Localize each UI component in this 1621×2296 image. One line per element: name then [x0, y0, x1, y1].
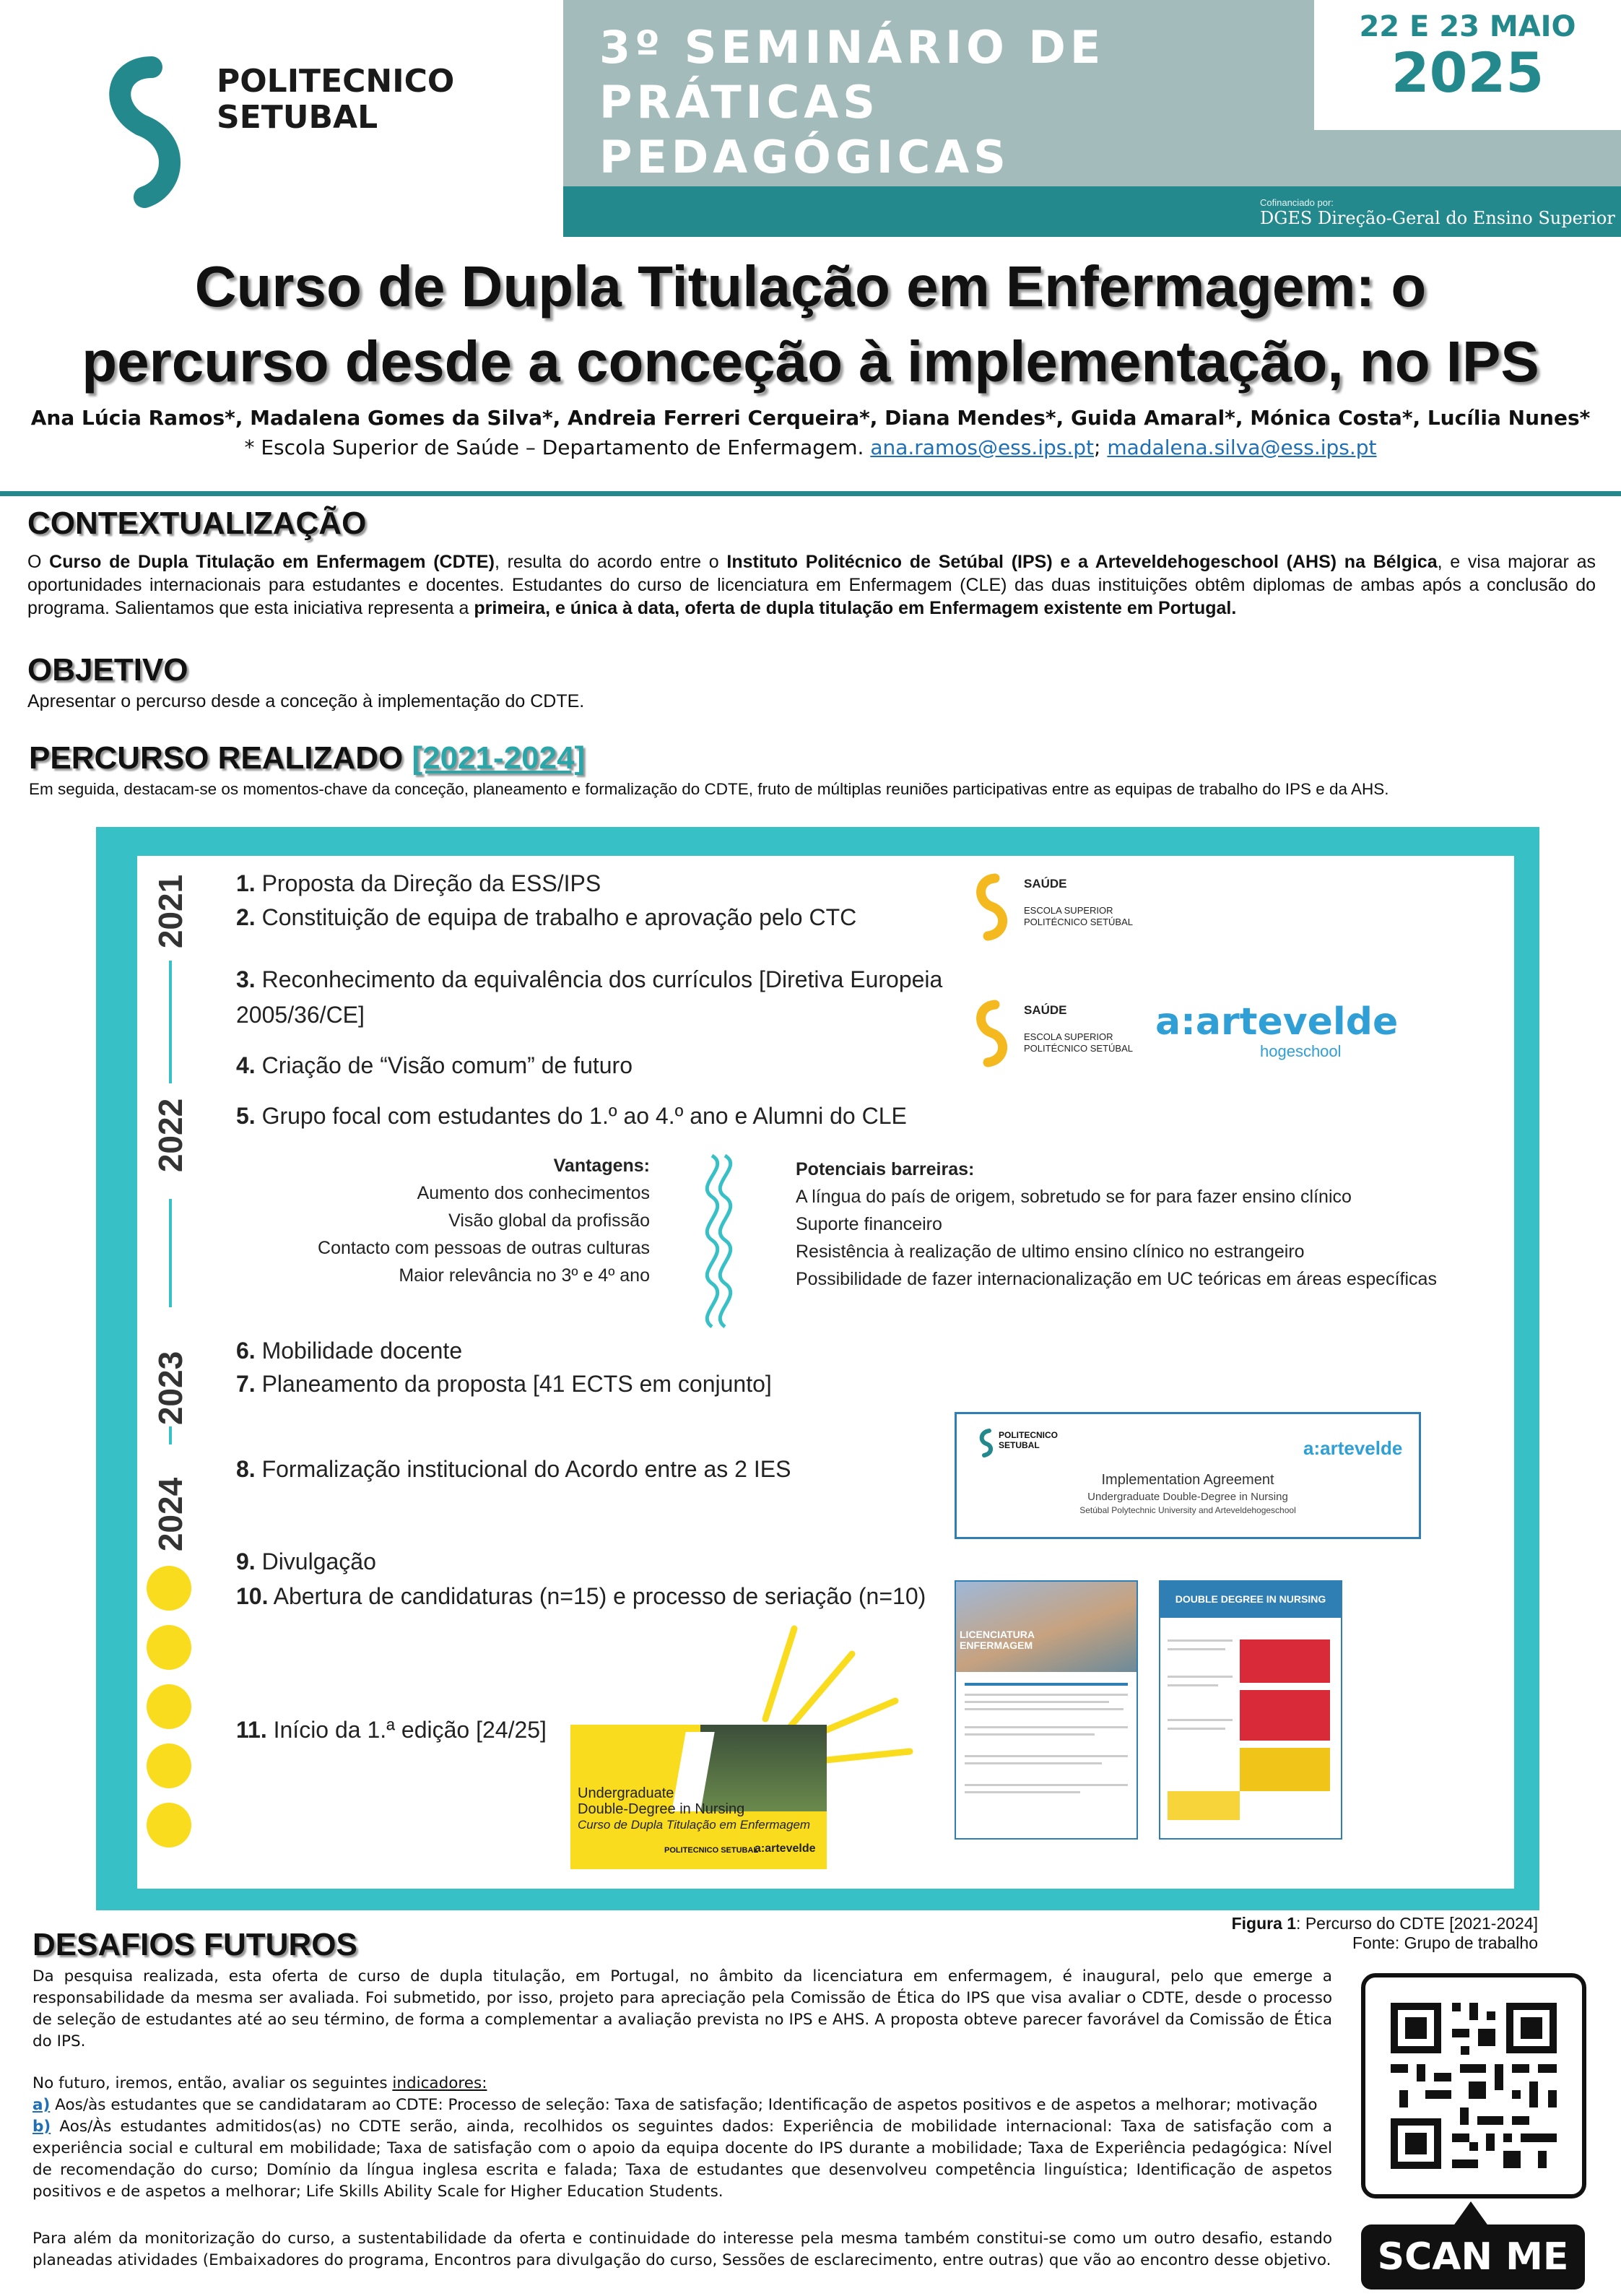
scan-me-button[interactable]: SCAN ME: [1361, 2224, 1585, 2289]
title-line1: Curso de Dupla Titulação em Enfermagem: o: [194, 254, 1427, 319]
indicators-intro: No futuro, iremos, então, avaliar os seguintes: [32, 2074, 393, 2092]
year-2024: 2024: [152, 1477, 189, 1552]
flyer-double-degree: [1159, 1580, 1342, 1840]
banner-line2: Double-Degree in Nursing: [578, 1801, 745, 1817]
step-1: [236, 869, 601, 898]
step-num: 3.: [236, 966, 256, 992]
barrier-item: Possibilidade de fazer internacionalização em UC teóricas em áreas específicas: [796, 1269, 1437, 1289]
agreement-arte-logo: a:artevelde: [1303, 1437, 1403, 1459]
advantages-title: Vantagens:: [553, 1156, 650, 1176]
flyer1-title: LICENCIATURA ENFERMAGEM: [960, 1629, 1035, 1651]
step-text: Abertura de candidaturas (n=15) e processo de seriação (n=10): [273, 1583, 926, 1609]
step-3-cont: [236, 1000, 365, 1029]
flyer-line: [965, 1791, 1080, 1793]
flyer-line: [1168, 1684, 1218, 1686]
wave-divider-icon: [702, 1152, 738, 1343]
step-text: Criação de “Visão comum” de futuro: [261, 1052, 633, 1078]
step-num: 4.: [236, 1052, 256, 1078]
flyer-line: [1168, 1719, 1233, 1721]
ips-mini-logo-icon: [978, 1429, 994, 1457]
barrier-item: A língua do país de origem, sobretudo se for para fazer ensino clínico: [796, 1187, 1352, 1207]
context-heading: CONTEXTUALIZAÇÃO: [27, 506, 367, 541]
year-2021: 2021: [152, 874, 189, 949]
email-link-2[interactable]: madalena.silva@ess.ips.pt: [1107, 436, 1377, 459]
ess-sub: [1024, 905, 1133, 928]
flyer-line: [965, 1708, 1124, 1710]
flyer2-block: [1240, 1748, 1330, 1791]
route-heading: [29, 740, 585, 776]
course-banner: [570, 1725, 827, 1869]
step-num: 6.: [236, 1338, 256, 1364]
step-text: Reconhecimento da equivalência dos currículos [Diretiva Europeia: [261, 966, 943, 992]
challenges-heading: DESAFIOS FUTUROS: [32, 1927, 357, 1962]
email-link-1[interactable]: ana.ramos@ess.ips.pt: [870, 436, 1095, 459]
ess-name: SAÚDE: [1024, 1003, 1067, 1017]
step-text: 2005/36/CE]: [236, 1002, 365, 1028]
timeline-dot: [147, 1566, 191, 1611]
timeline-dot: [147, 1684, 191, 1729]
step-7: [236, 1369, 772, 1398]
date-box: [1314, 0, 1621, 130]
seminar-line2: PRÁTICAS PEDAGÓGICAS: [599, 76, 1010, 183]
step-text: Divulgação: [261, 1548, 376, 1574]
flyer-line: [965, 1726, 1128, 1728]
step-num: 11.: [236, 1717, 267, 1743]
flyer-line: [965, 1733, 1095, 1736]
year-2022: 2022: [152, 1098, 189, 1173]
indicators-label: indicadores:: [392, 2074, 487, 2092]
step-text: Mobilidade docente: [261, 1338, 463, 1364]
context-b2: Instituto Politécnico de Setúbal (IPS) e a Arteveldehogeschool (AHS) na Bélgica: [726, 552, 1438, 572]
flyer-line: [1168, 1639, 1233, 1642]
context-p1: O: [27, 552, 50, 572]
agreement-document: [955, 1412, 1421, 1539]
flyer2-block: [1240, 1639, 1330, 1683]
barriers-title: Potenciais barreiras:: [796, 1159, 975, 1179]
context-b3: primeira, e única à data, oferta de dupla titulação em Enfermagem existente em Portugal.: [474, 598, 1237, 618]
ess-sub: [1024, 1031, 1133, 1054]
qr-code-icon: [1365, 1977, 1582, 2194]
banner-text: [578, 1785, 810, 1833]
agreement-title: Implementation Agreement: [1101, 1472, 1274, 1488]
advantage-item: Maior relevância no 3º e 4º ano: [399, 1265, 650, 1286]
indicator-b-text: Aos/Às estudantes admitidos(as) no CDTE serão, ainda, recolhidos os seguintes dados: Experiência de mobilidade internacional: Taxa de satisfação com a experiência social e cultural em mobilidade; Taxa de satisfação com o apoio da equipa docente do IPS durante a mobilidade; Taxa de Experiência pedagógica: Nível de recomendação do curso; Domínio da língua inglesa escrita e falada; Taxa de estudantes que desenvolveu competência linguística; Identificação de aspetos positivos e de aspetos a melhorar; Life Skills Ability Scale for Higher Education Students.: [32, 2118, 1332, 2201]
route-intro: Em seguida, destacam-se os momentos-chave da conceção, planeamento e formalização do CDTE, fruto de múltiplas reuniões participativas entre as equipas de trabalho do IPS e da AHS.: [29, 780, 1389, 798]
step-6: [236, 1336, 462, 1365]
ess-sub-line: POLITÉCNICO SETÚBAL: [1024, 917, 1133, 927]
indicator-a-text: Aos/às estudantes que se candidataram ao CDTE: Processo de seleção: Taxa de satisfação; Identificação de aspetos positivos e de aspetos a melhorar; motivação: [50, 2096, 1318, 2114]
step-num: 2.: [236, 904, 256, 930]
step-num: 7.: [236, 1371, 256, 1397]
flyer-photo: [956, 1582, 1137, 1672]
date-year: 2025: [1391, 40, 1544, 105]
flyer-line: [965, 1683, 1128, 1686]
advantages-list: [303, 1152, 650, 1289]
barrier-item: Resistência à realização de ultimo ensino clínico no estrangeiro: [796, 1242, 1305, 1262]
ess-sub-line: POLITÉCNICO SETÚBAL: [1024, 1043, 1133, 1054]
flyer-line: [1168, 1676, 1233, 1678]
step-text: Planeamento da proposta [41 ECTS em conjunto]: [261, 1371, 772, 1397]
step-num: 5.: [236, 1103, 256, 1129]
timeline-dot: [147, 1803, 191, 1847]
flyer-line: [1168, 1648, 1225, 1650]
challenges-indicators: [32, 2073, 1332, 2203]
step-10: [236, 1582, 926, 1611]
figure-caption: [1126, 1914, 1538, 1953]
year-2023: 2023: [152, 1351, 189, 1426]
timeline-line: [169, 1426, 172, 1444]
flyer2-block: [1240, 1690, 1330, 1741]
ess-sub-line: ESCOLA SUPERIOR: [1024, 905, 1113, 916]
flyer-line: [965, 1784, 1128, 1786]
advantage-item: Aumento dos conhecimentos: [417, 1183, 650, 1203]
advantage-item: Visão global da profissão: [448, 1210, 650, 1231]
route-heading-text: PERCURSO REALIZADO: [29, 740, 404, 776]
step-3: [236, 965, 942, 994]
flyer-line: [965, 1694, 1128, 1696]
step-text: Formalização institucional do Acordo entre as 2 IES: [261, 1456, 791, 1482]
flyer-line: [965, 1755, 1128, 1757]
caption-source: Fonte: Grupo de trabalho: [1352, 1933, 1538, 1952]
flyer-line: [965, 1701, 1109, 1703]
ips-logo-text: [217, 64, 454, 136]
objective-heading: OBJETIVO: [27, 652, 188, 688]
seminar-line1: 3º SEMINÁRIO DE: [599, 21, 1105, 74]
email-separator: ;: [1094, 436, 1101, 459]
context-text: [27, 550, 1596, 620]
ess-sub-line: ESCOLA SUPERIOR: [1024, 1031, 1113, 1042]
timeline-dot: [147, 1743, 191, 1788]
flyer2-block: [1168, 1791, 1240, 1820]
step-num: 10.: [236, 1583, 269, 1609]
cofin-name: DGES Direção-Geral do Ensino Superior: [1260, 208, 1615, 228]
logo-line2: SETUBAL: [217, 99, 378, 136]
ips-logo: [101, 56, 209, 208]
flyer-line: [965, 1762, 1102, 1764]
step-4: [236, 1051, 633, 1080]
seminar-title: [599, 20, 1307, 185]
affiliation-text: * Escola Superior de Saúde – Departamento de Enfermagem.: [244, 436, 864, 459]
logo-line1: POLITECNICO: [217, 63, 455, 100]
ess-name: SAÚDE: [1024, 877, 1067, 891]
caption-text: : Percurso do CDTE [2021-2024]: [1296, 1914, 1538, 1933]
flyer2-title: DOUBLE DEGREE IN NURSING: [1175, 1593, 1326, 1605]
objective-text: Apresentar o percurso desde a conceção à implementação do CDTE.: [27, 691, 585, 711]
title-line2: percurso desde a conceção à implementação, no IPS: [82, 329, 1539, 394]
flyer-licenciatura: [955, 1580, 1138, 1840]
timeline-line: [169, 961, 172, 1083]
context-b1: Curso de Dupla Titulação em Enfermagem (CDTE): [49, 552, 495, 572]
cofin-label: Cofinanciado por:: [1260, 197, 1334, 208]
ess-logo-icon: [973, 872, 1009, 941]
date-days: 22 E 23 MAIO: [1359, 10, 1576, 43]
artevelde-logo: [1155, 1000, 1399, 1060]
step-11: [236, 1715, 547, 1744]
ips-logo-icon: [101, 56, 209, 208]
context-p3: , e visa majorar as oportunidades internacionais para estudantes e docentes. Estudantes do curso de licenciatura em Enfermagem (CLE) das duas instituições obtêm diplomas de ambas após a conclusão do programa. Salientamos que esta iniciativa representa a: [27, 552, 1596, 618]
banner-line3: Curso de Dupla Titulação em Enfermagem: [578, 1818, 811, 1832]
banner-ips-logo: POLITECNICO SETUBAL: [664, 1846, 759, 1855]
flyer-line: [1168, 1728, 1225, 1730]
title-divider: [0, 491, 1621, 496]
affiliation: [29, 436, 1592, 459]
step-2: [236, 903, 856, 932]
step-num: 8.: [236, 1456, 256, 1482]
artevelde-name: a:artevelde: [1155, 1000, 1399, 1044]
scan-pointer-icon: [1453, 2198, 1489, 2227]
artevelde-sub: hogeschool: [1260, 1042, 1342, 1060]
authors: Ana Lúcia Ramos*, Madalena Gomes da Silva*, Andreia Ferreri Cerqueira*, Diana Mendes*, Guida Amaral*, Mónica Costa*, Lucília Nunes*: [30, 406, 1591, 430]
step-9: [236, 1547, 376, 1576]
route-heading-years: [2021-2024]: [412, 740, 586, 776]
caption-label: Figura 1: [1231, 1914, 1297, 1933]
barrier-item: Suporte financeiro: [796, 1214, 942, 1234]
agreement-ips-logo: POLITECNICO SETUBAL: [999, 1430, 1059, 1450]
step-num: 9.: [236, 1548, 256, 1574]
indicator-b-label: b): [32, 2118, 51, 2136]
banner-line1: Undergraduate: [578, 1785, 674, 1801]
challenges-p1: Da pesquisa realizada, esta oferta de curso de dupla titulação, em Portugal, no âmbito da licenciatura em enfermagem, é inaugural, pelo que emerge a responsabilidade da mesma ser avaliada. Foi submetido, por isso, projeto para apreciação pela Comissão de Ética do IPS que visa avaliar o CDTE, desde o processo de seleção de estudantes até ao seu término, de forma a complementar a avaliação prevista no IPS e AHS. A proposta obteve parecer favorável da Comissão de Ética do IPS.: [32, 1967, 1332, 2050]
step-8: [236, 1455, 791, 1483]
agreement-sub2: Setúbal Polytechnic University and Arteveldehogeschool: [1079, 1505, 1296, 1515]
step-text: Início da 1.ª edição [24/25]: [273, 1717, 547, 1743]
step-text: Proposta da Direção da ESS/IPS: [255, 870, 601, 896]
indicator-a-label: a): [32, 2096, 51, 2114]
timeline-dot: [147, 1625, 191, 1670]
qr-code[interactable]: [1361, 1973, 1586, 2198]
step-num: 1.: [236, 870, 256, 896]
page-title: [14, 249, 1607, 399]
agreement-sub1: Undergraduate Double-Degree in Nursing: [1087, 1491, 1288, 1503]
timeline-line: [169, 1199, 172, 1307]
advantage-item: Contacto com pessoas de outras culturas: [318, 1238, 650, 1258]
step-5: [236, 1101, 907, 1130]
ess-logo-icon: [973, 999, 1009, 1067]
context-p2: , resulta do acordo entre o: [494, 552, 727, 572]
step-text: Grupo focal com estudantes do 1.º ao 4.º ano e Alumni do CLE: [261, 1103, 907, 1129]
challenges-p3: Para além da monitorização do curso, a sustentabilidade da oferta e continuidade do interesse pela mesma também constitui-se como um outro desafio, estando planeadas atividades (Embaixadores do programa, Encontros para divulgação do curso, Sessões de esclarecimento, entre outras) que vão ao encontro desse objetivo.: [32, 2230, 1332, 2269]
step-text: Constituição de equipa de trabalho e aprovação pelo CTC: [261, 904, 857, 930]
barriers-list: [796, 1156, 1489, 1293]
banner-arte-logo: a:artevelde: [755, 1842, 816, 1855]
